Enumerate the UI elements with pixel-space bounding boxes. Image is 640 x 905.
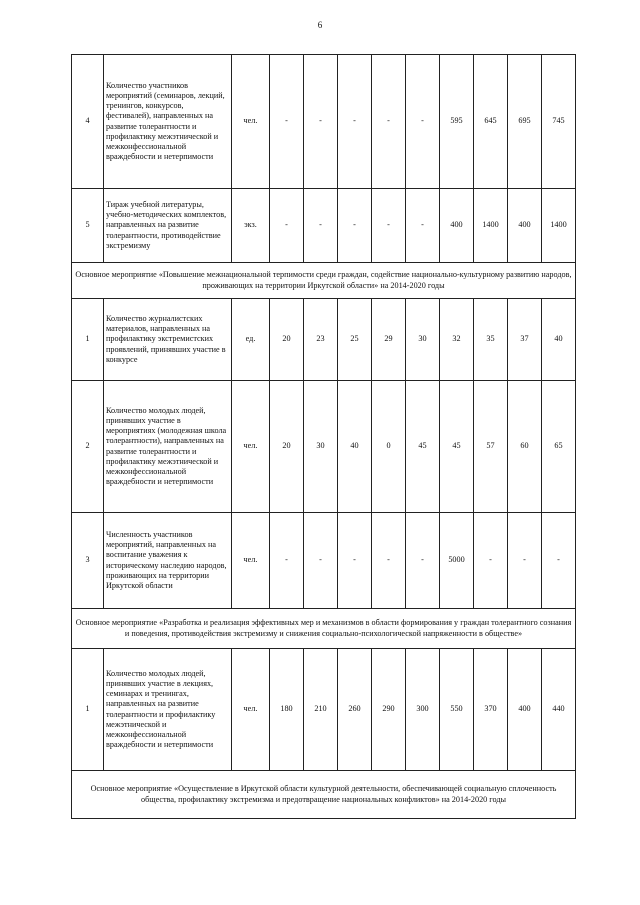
table-row xyxy=(72,189,576,263)
value-cell: 210 xyxy=(304,649,338,771)
value-cell: 57 xyxy=(474,381,508,513)
value-cell: - xyxy=(338,189,372,263)
value-cell: - xyxy=(338,55,372,189)
value-cell: 400 xyxy=(508,189,542,263)
table-body xyxy=(72,55,576,819)
indicators-table xyxy=(71,54,576,819)
row-number: 2 xyxy=(72,381,104,513)
table-row xyxy=(72,649,576,771)
value-cell: - xyxy=(304,55,338,189)
value-cell: 23 xyxy=(304,299,338,381)
value-cell: - xyxy=(508,513,542,609)
row-number: 4 xyxy=(72,55,104,189)
page-number: 6 xyxy=(317,20,323,30)
value-cell: 300 xyxy=(406,649,440,771)
value-cell: 290 xyxy=(372,649,406,771)
value-cell: 5000 xyxy=(440,513,474,609)
unit-cell: экз. xyxy=(232,189,270,263)
value-cell: - xyxy=(406,55,440,189)
indicator-name: Количество участников мероприятий (семинаров, лекций, тренингов, конкурсов, фестивалей), направленных на развитие толерантности и профилактику межэтнической и межконфессиональной враждебности и нетерпимости xyxy=(104,55,232,189)
value-cell: 1400 xyxy=(542,189,576,263)
value-cell: 370 xyxy=(474,649,508,771)
value-cell: 30 xyxy=(406,299,440,381)
section-row xyxy=(72,609,576,649)
row-number: 1 xyxy=(72,649,104,771)
value-cell: 29 xyxy=(372,299,406,381)
unit-cell: чел. xyxy=(232,649,270,771)
value-cell: 645 xyxy=(474,55,508,189)
indicator-name: Количество молодых людей, принявших участие в лекциях, семинарах и тренингах, направленных на развитие толерантности и профилактику межэтнической и межконфессиональной враждебности и нетерпимости xyxy=(104,649,232,771)
unit-cell: чел. xyxy=(232,513,270,609)
value-cell: 180 xyxy=(270,649,304,771)
value-cell: - xyxy=(474,513,508,609)
value-cell: 440 xyxy=(542,649,576,771)
indicator-name: Количество журналистских материалов, направленных на профилактику экстремистских проявлений, принявших участие в конкурсе xyxy=(104,299,232,381)
value-cell: 35 xyxy=(474,299,508,381)
value-cell: - xyxy=(406,513,440,609)
value-cell: - xyxy=(270,55,304,189)
value-cell: 550 xyxy=(440,649,474,771)
value-cell: 745 xyxy=(542,55,576,189)
section-heading: Основное мероприятие «Разработка и реализация эффективных мер и механизмов в области формирования у граждан толерантного сознания и поведения, противодействия экстремизму и снижения социально-психологической напряженности в обществе» xyxy=(72,609,576,649)
unit-cell: ед. xyxy=(232,299,270,381)
indicator-name: Численность участников мероприятий, направленных на воспитание уважения к историческому наследию народов, проживающих на территории Иркутской области xyxy=(104,513,232,609)
value-cell: - xyxy=(304,513,338,609)
value-cell: 25 xyxy=(338,299,372,381)
section-heading: Основное мероприятие «Осуществление в Иркутской области культурной деятельности, обеспечивающей социальную сплоченность общества, профилактику экстремизма и предотвращение национальных конфликтов» на 2014-2020 годы xyxy=(72,771,576,819)
value-cell: 260 xyxy=(338,649,372,771)
value-cell: 400 xyxy=(440,189,474,263)
value-cell: 45 xyxy=(440,381,474,513)
value-cell: - xyxy=(270,513,304,609)
value-cell: - xyxy=(372,189,406,263)
value-cell: - xyxy=(542,513,576,609)
row-number: 3 xyxy=(72,513,104,609)
value-cell: 1400 xyxy=(474,189,508,263)
table-row xyxy=(72,55,576,189)
value-cell: 695 xyxy=(508,55,542,189)
value-cell: 595 xyxy=(440,55,474,189)
value-cell: 40 xyxy=(338,381,372,513)
value-cell: 400 xyxy=(508,649,542,771)
table-row xyxy=(72,513,576,609)
indicator-name: Количество молодых людей, принявших участие в мероприятиях (молодежная школа толерантности), направленных на развитие толерантности и профилактику межэтнической и межконфессиональной враждебности и нетерпимости xyxy=(104,381,232,513)
value-cell: 65 xyxy=(542,381,576,513)
value-cell: 32 xyxy=(440,299,474,381)
unit-cell: чел. xyxy=(232,55,270,189)
indicator-name: Тираж учебной литературы, учебно-методических комплектов, направленных на развитие толерантности, противодействие экстремизму xyxy=(104,189,232,263)
value-cell: - xyxy=(304,189,338,263)
value-cell: - xyxy=(372,55,406,189)
value-cell: 45 xyxy=(406,381,440,513)
value-cell: 0 xyxy=(372,381,406,513)
value-cell: - xyxy=(406,189,440,263)
value-cell: 37 xyxy=(508,299,542,381)
value-cell: 20 xyxy=(270,299,304,381)
value-cell: 40 xyxy=(542,299,576,381)
row-number: 1 xyxy=(72,299,104,381)
value-cell: 30 xyxy=(304,381,338,513)
section-heading: Основное мероприятие «Повышение межнациональной терпимости среди граждан, содействие национально-культурному развитию народов, проживающих на территории Иркутской области» на 2014-2020 годы xyxy=(72,263,576,299)
unit-cell: чел. xyxy=(232,381,270,513)
value-cell: - xyxy=(338,513,372,609)
value-cell: 60 xyxy=(508,381,542,513)
value-cell: 20 xyxy=(270,381,304,513)
row-number: 5 xyxy=(72,189,104,263)
section-row xyxy=(72,771,576,819)
value-cell: - xyxy=(270,189,304,263)
section-row xyxy=(72,263,576,299)
table-row xyxy=(72,381,576,513)
value-cell: - xyxy=(372,513,406,609)
table-row xyxy=(72,299,576,381)
